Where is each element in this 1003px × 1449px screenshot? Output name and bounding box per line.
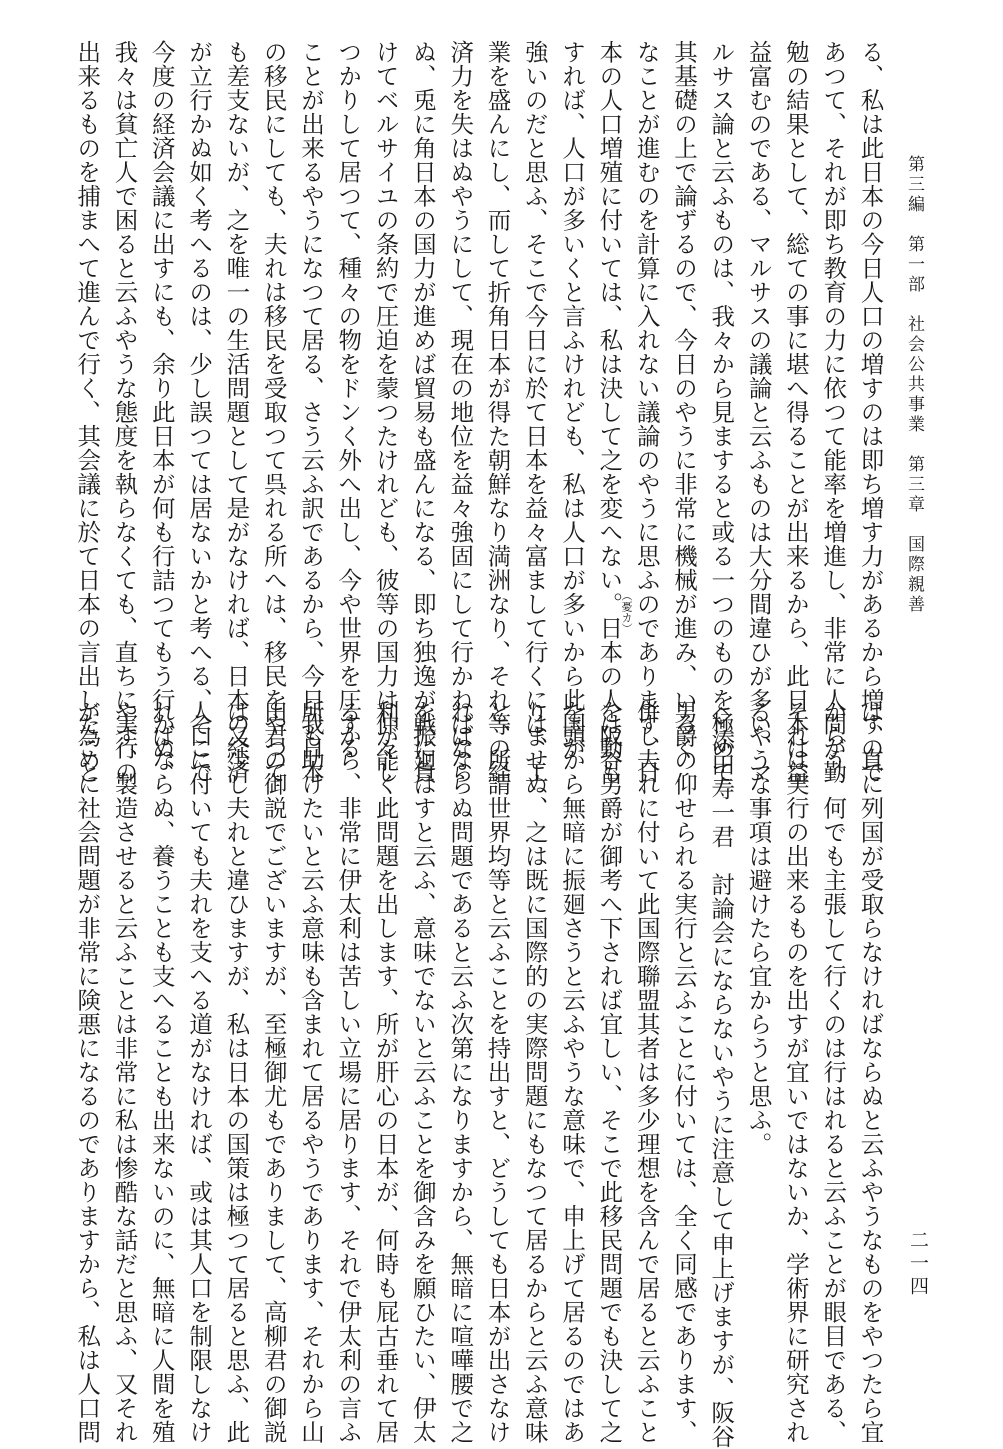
- text-line: るから、非常に伊太利は苦しい立場に居ります、それで伊太利の言ふ: [334, 700, 363, 1444]
- text-line: 今度の経済会議に出すにも、余り此日本が何も行詰つてもう行かぬ、: [147, 40, 176, 784]
- text-line: 男爵の仰せられる実行と云ふことに付いては、全く同感であります、: [670, 700, 698, 1444]
- text-line: 利が能く此問題を出します、所が肝心の日本が、何時も屁古垂れて居: [371, 700, 400, 1444]
- text-line: やす、製造させると云ふことは非常に私は惨酷な話だと思ふ、又それ: [110, 700, 139, 1444]
- text-line: 出来るものを捕まへて進んで行く、其会議に於て日本の言出したこと: [73, 40, 102, 784]
- text-line: 人口に付いても夫れを支へる道がなければ、或は其人口を制限しなけ: [185, 700, 214, 1444]
- text-line: る、私は此日本の今日人口の増すのは即ち増す力があるから増すので: [856, 40, 885, 784]
- text-line: 其基礎の上で論ずるので、今日のやうに非常に機械が進み、いろく: [670, 40, 698, 760]
- text-line: けてベルサイユの条約で圧迫を蒙つたけれども、彼等の国力は仲々し: [371, 40, 400, 784]
- text-line: ればならぬ問題であると云ふ次第になりますから、無暗に喧嘩腰で之: [446, 700, 475, 1444]
- text-line: と、所謂世界均等と云ふことを持出すと、どうしても日本が出さなけ: [483, 700, 512, 1444]
- running-header: 第三編 第一部 社会公共事業 第三章 国際親善: [904, 155, 924, 615]
- annotation-note: （憂カ）: [620, 590, 633, 634]
- text-line: を振廻はすと云ふ、意味でないと云ふことを御含みを願ひたい、伊太: [408, 700, 437, 1444]
- text-line: すれば、人口が多いくと言ふけれども、私は人口が多いから此国が: [558, 40, 587, 760]
- text-line: が立行かぬ如く考へるのは、少し誤つては居ないかと考へる、そこで: [185, 40, 214, 784]
- text-line: つかりして居つて、種々の物をドンく外へ出し、今や世界を圧する: [334, 40, 363, 760]
- text-line: も差支ないが、之を唯一の生活問題として是がなければ、日本の経済: [222, 40, 251, 784]
- text-line: りませぬ、之は既に国際的の実際問題にもなつて居るからと云ふ意味: [520, 700, 549, 1444]
- text-line: 併し夫れに付いて此国際聯盟其者は多少理想を含んで居ると云ふこと: [632, 700, 661, 1444]
- text-line: を阪谷男爵が御考へ下されば宜しい、そこで此移民問題でも決して之: [595, 700, 624, 1444]
- text-line: ぬ、兎に角日本の国力が進めば貿易も盛んになる、即ち独逸が戦に負: [408, 40, 437, 784]
- text-line: の移民にしても、夫れは移民を受取つて呉れる所へは、移民をやつて: [259, 40, 288, 784]
- text-line: 本の人口増殖に付いては、私は決して之を変へない。日本の人は動も: [595, 40, 624, 784]
- text-line: 済力を失はぬやうにして、現在の地位を益々強固にして行かねばなら: [446, 40, 475, 784]
- text-line: 益富むのである、マルサスの議論と云ふものは大分間違ひが多い、マ: [744, 40, 773, 784]
- text-line: 田君の御説でございますが、至極御尤もでありまして、高柳君の御説: [259, 700, 288, 1444]
- text-line: あつて、それが即ち教育の力に依つて能率を増進し、非常に人間が勤: [819, 40, 848, 784]
- text-line: からう、何でも主張して行くのは行はれると云ふことが眼目である、: [819, 700, 848, 1444]
- text-line: ルサス論と云ふものは、我々から見ますると或る一つのものを極めて: [707, 40, 736, 784]
- text-line: 我々は貧亡人で困ると云ふやうな態度を執らなくても、直ちに実行の: [110, 40, 139, 784]
- text-line: 業を盛んにし、而して折角日本が得た朝鮮なり満洲なり、それ等の経: [483, 40, 512, 784]
- text-line: ればならぬ、養うことも支へることも出来ないのに、無暗に人間を殖: [147, 700, 176, 1444]
- text-line: るやうな事項は避けたら宜からうと思ふ。: [744, 700, 773, 1156]
- page-number: 二一四: [907, 1230, 929, 1299]
- text-line: 勉の結果として、総ての事に堪へ得ることが出来るから、此日本は益: [781, 40, 810, 784]
- text-line: を頭から無暗に振廻さうと云ふやうな意味で、申上げて居るのではあ: [558, 700, 587, 1444]
- text-line: は又少し夫れと違ひますが、私は日本の国策は極つて居ると思ふ、此: [222, 700, 251, 1444]
- text-line: なことが進むのを計算に入れない議論のやうに思ふのであります、日: [632, 40, 661, 784]
- text-line: ◇添田寿一君 討論会にならないやうに注意して申上げますが、阪谷: [707, 700, 736, 1449]
- text-line: 所も助けたいと云ふ意味も含まれて居るやうであります、それから山: [297, 700, 325, 1444]
- text-line: が為めに社会問題が非常に険悪になるのでありますから、私は人口問: [73, 700, 102, 1444]
- text-line: は、直に列国が受取らなければならぬと云ふやうなものをやつたら宜: [856, 700, 885, 1444]
- text-line: それは実行の出来るものを出すが宜いではないか、学術界に研究され: [781, 700, 810, 1444]
- text-line: 強いのだと思ふ、そこで今日に於て日本を益々富まして行くには、工: [520, 40, 549, 784]
- text-line: ことが出来るやうになつて居る、さう云ふ訳であるから、今日我日本: [297, 40, 325, 784]
